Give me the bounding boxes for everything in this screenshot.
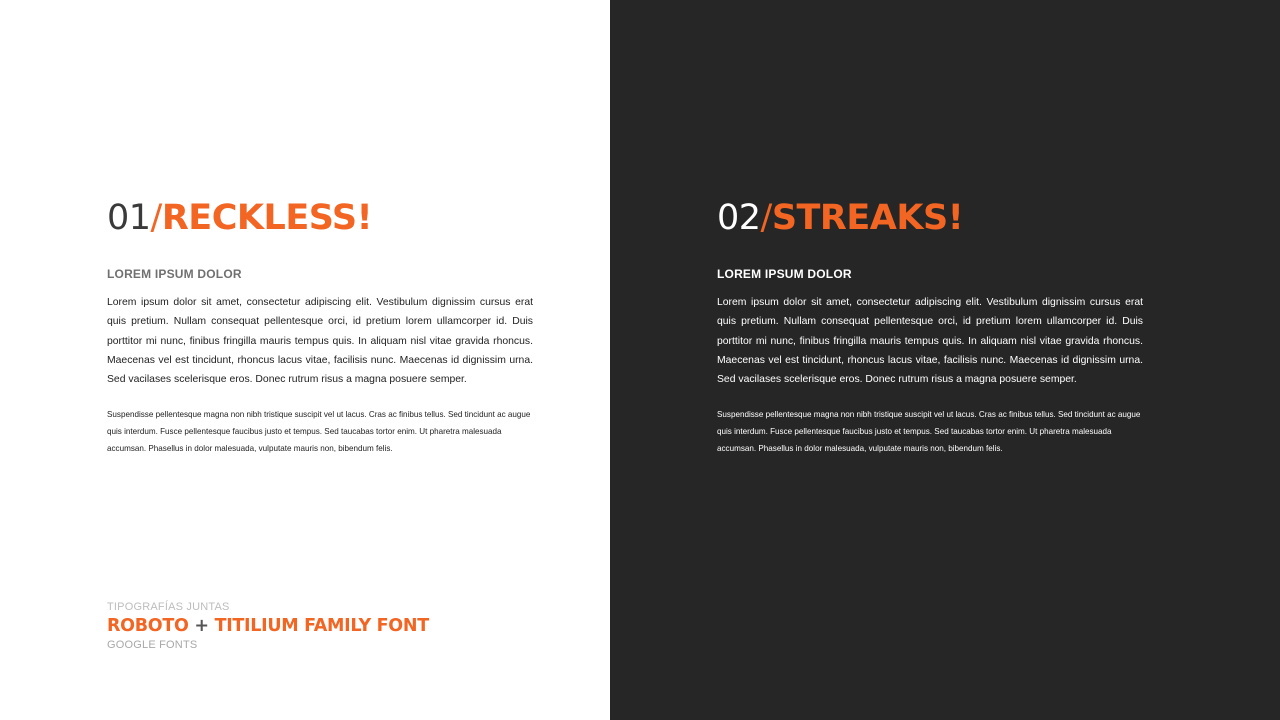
left-title-word: RECKLESS! (161, 198, 373, 238)
right-title (717, 196, 1143, 240)
left-subheading: LOREM IPSUM DOLOR (107, 267, 242, 281)
right-content-block (717, 196, 1143, 466)
footer-font-2: TITILIUM FAMILY FONT (214, 616, 429, 636)
footer-label: TIPOGRAFÍAS JUNTAS (107, 601, 230, 613)
font-pairing-footer (107, 600, 587, 652)
right-panel (610, 0, 1280, 720)
footer-font-1: ROBOTO (107, 616, 189, 636)
right-title-word: STREAKS! (771, 198, 964, 238)
left-title (107, 196, 533, 240)
left-paragraph-2: Suspendisse pellentesque magna non nibh tristique suscipit vel ut lacus. Cras ac finibus tellus. Sed tincidunt ac augue quis interdum. Fusce pellentesque faucibus justo et tempus. Sed taucabas tortor enim. Ut pharetra malesuada accumsan. Phasellus in dolor malesuada, vulputate mauris non, bibendum felis. (107, 410, 531, 454)
right-paragraph-2: Suspendisse pellentesque magna non nibh tristique suscipit vel ut lacus. Cras ac finibus tellus. Sed tincidunt ac augue quis interdum. Fusce pellentesque faucibus justo et tempus. Sed taucabas tortor enim. Ut pharetra malesuada accumsan. Phasellus in dolor malesuada, vulputate mauris non, bibendum felis. (717, 410, 1141, 454)
footer-font-names (107, 614, 587, 638)
left-content-block (107, 196, 533, 466)
right-title-number: 02 (717, 198, 761, 238)
left-title-slash: / (150, 198, 162, 238)
left-panel (0, 0, 610, 720)
right-paragraph-1: Lorem ipsum dolor sit amet, consectetur adipiscing elit. Vestibulum dignissim cursus erat quis pretium. Nullam consequat pellentesque orci, id pretium lorem ullamcorper id. Duis porttitor mi nunc, finibus fringilla mauris tempus quis. In aliquam nisl vitae gravida rhoncus. Maecenas vel est tincidunt, rhoncus lacus vitae, facilisis nunc. Maecenas id dignissim urna. Sed vacilases scelerisque eros. Donec rutrum risus a magna posuere semper. (717, 297, 1143, 386)
footer-plus: + (194, 616, 209, 636)
left-paragraph-1: Lorem ipsum dolor sit amet, consectetur adipiscing elit. Vestibulum dignissim cursus erat quis pretium. Nullam consequat pellentesque orci, id pretium lorem ullamcorper id. Duis porttitor mi nunc, finibus fringilla mauris tempus quis. In aliquam nisl vitae gravida rhoncus. Maecenas vel est tincidunt, rhoncus lacus vitae, facilisis nunc. Maecenas id dignissim urna. Sed vacilases scelerisque eros. Donec rutrum risus a magna posuere semper. (107, 297, 533, 386)
footer-source: GOOGLE FONTS (107, 639, 198, 651)
left-title-number: 01 (107, 198, 151, 238)
right-title-slash: / (760, 198, 772, 238)
right-subheading: LOREM IPSUM DOLOR (717, 267, 852, 281)
